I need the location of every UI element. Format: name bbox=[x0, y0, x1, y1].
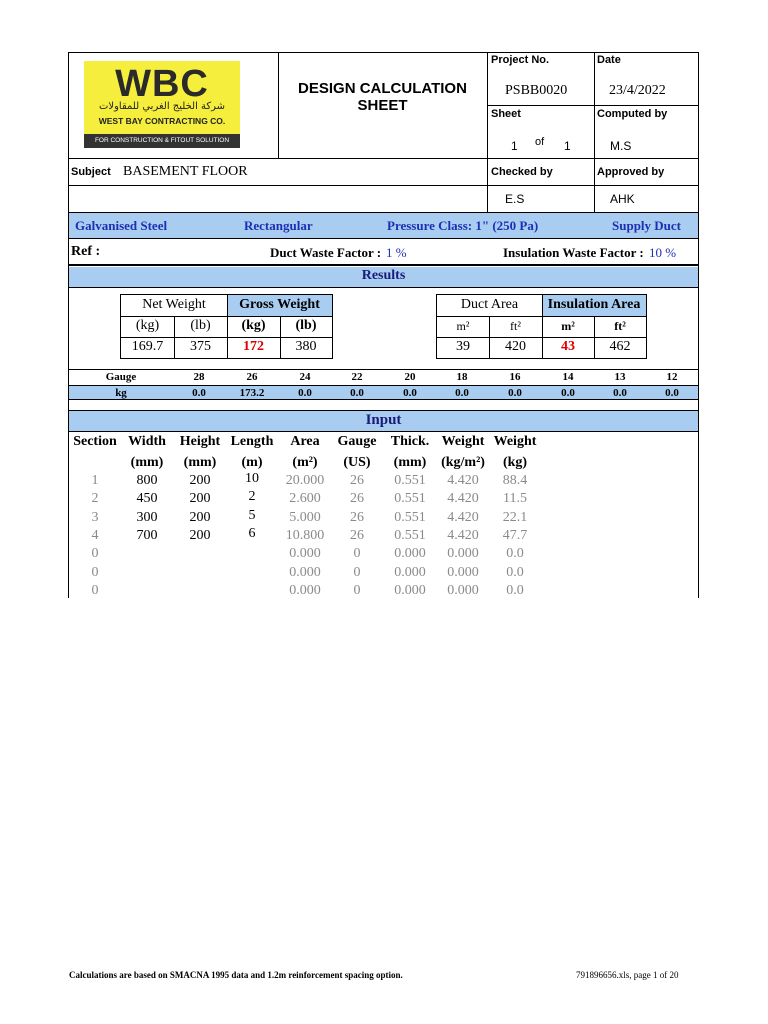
input-data-cell[interactable]: 200 bbox=[189, 473, 211, 488]
gauge-kg-value: 0.0 bbox=[403, 387, 417, 399]
pressure-class: Pressure Class: 1" (250 Pa) bbox=[387, 218, 539, 233]
input-data-cell[interactable]: 0 bbox=[353, 564, 361, 580]
footer-file-info: 791896656.xls, page 1 of 20 bbox=[576, 970, 679, 980]
insulation-area-label: Insulation Area bbox=[547, 297, 641, 312]
net-kg-unit: (kg) bbox=[135, 318, 160, 333]
sheet-title bbox=[278, 80, 487, 114]
checked-by-value: E.S bbox=[505, 192, 525, 206]
input-data-cell[interactable]: 0 bbox=[91, 564, 99, 580]
input-data-cell[interactable]: 450 bbox=[136, 491, 158, 507]
input-data-cell[interactable]: 88.4 bbox=[502, 473, 528, 488]
input-data-cell[interactable]: 20.000 bbox=[285, 473, 325, 488]
gauge-value: 24 bbox=[299, 371, 311, 383]
input-data-cell[interactable]: 2 bbox=[91, 491, 99, 507]
input-unit-cell: (kg) bbox=[502, 455, 528, 470]
project-no-label: Project No. bbox=[491, 54, 550, 66]
gross-weight-kg: 172 bbox=[243, 339, 264, 354]
duct-area-m2: 39 bbox=[456, 339, 470, 354]
input-data-cell[interactable]: 1 bbox=[91, 473, 99, 488]
ins-m2-unit: m² bbox=[561, 319, 575, 333]
input-data-cell[interactable]: 4.420 bbox=[447, 509, 479, 525]
input-data-cell[interactable]: 0.551 bbox=[394, 491, 426, 507]
gauge-kg-value: 0.0 bbox=[613, 387, 627, 399]
gauge-kg-value: 0.0 bbox=[665, 387, 679, 399]
input-unit-cell: (kg/m²) bbox=[441, 455, 485, 470]
input-data-cell[interactable]: 200 bbox=[189, 491, 211, 507]
input-data-cell[interactable]: 0.000 bbox=[447, 582, 479, 598]
computed-by-value: M.S bbox=[610, 139, 632, 153]
duct-waste-label: Duct Waste Factor : bbox=[270, 245, 382, 260]
gross-weight-lb: 380 bbox=[295, 339, 317, 354]
input-data-cell[interactable]: 0.000 bbox=[394, 564, 426, 580]
input-data-cell[interactable]: 5 bbox=[248, 507, 256, 523]
gauge-kg-value: 0.0 bbox=[350, 387, 364, 399]
input-data-cell[interactable]: 26 bbox=[350, 527, 364, 543]
subject-value: BASEMENT FLOOR bbox=[123, 164, 248, 179]
input-data-cell[interactable]: 0.0 bbox=[506, 582, 524, 598]
input-data-cell[interactable]: 200 bbox=[189, 509, 211, 525]
input-data-cell[interactable]: 22.1 bbox=[502, 509, 528, 525]
gauge-kg-value: 0.0 bbox=[298, 387, 312, 399]
input-data-cell[interactable]: 200 bbox=[189, 527, 211, 543]
gauge-kg-value: 0.0 bbox=[192, 387, 206, 399]
duct-type: Supply Duct bbox=[612, 218, 681, 233]
results-title: Results bbox=[361, 268, 406, 283]
gross-kg-unit: (kg) bbox=[241, 318, 266, 333]
gauge-value: 26 bbox=[246, 371, 258, 383]
input-data-cell[interactable]: 0 bbox=[91, 546, 99, 562]
sheet-of: of bbox=[535, 136, 545, 148]
input-title: Input bbox=[365, 412, 402, 428]
input-data-cell[interactable]: 26 bbox=[350, 491, 364, 507]
area-results-box bbox=[436, 294, 647, 359]
logo-tagline: FOR CONSTRUCTION & FITOUT SOLUTION bbox=[84, 134, 240, 148]
duct-m2-unit: m² bbox=[456, 319, 470, 333]
input-data-cell[interactable]: 0.551 bbox=[394, 473, 426, 488]
input-data-cell[interactable]: 0.000 bbox=[289, 564, 321, 580]
logo-arabic-text: شركة الخليج الغربي للمقاولات bbox=[98, 101, 226, 112]
input-data-cell[interactable]: 4 bbox=[91, 527, 99, 543]
input-header-cell: Weight bbox=[441, 434, 485, 449]
input-data-cell[interactable]: 0.000 bbox=[447, 546, 479, 562]
sheet-total: 1 bbox=[564, 139, 571, 153]
input-data-cell[interactable]: 0 bbox=[353, 582, 361, 598]
approved-by-value: AHK bbox=[610, 192, 635, 206]
gauge-value: 12 bbox=[666, 371, 678, 383]
date-value: 23/4/2022 bbox=[609, 83, 666, 98]
gross-weight-label: Gross Weight bbox=[239, 297, 320, 312]
input-data-cell[interactable]: 5.000 bbox=[289, 509, 321, 525]
input-unit-cell: (m²) bbox=[292, 455, 318, 470]
sheet-title-line2: SHEET bbox=[357, 97, 408, 114]
gauge-value: 14 bbox=[562, 371, 574, 383]
gauge-value: 16 bbox=[509, 371, 521, 383]
sheet-label: Sheet bbox=[491, 108, 521, 120]
input-data-cell[interactable]: 26 bbox=[350, 473, 364, 488]
duct-ft2-unit: ft² bbox=[510, 319, 521, 333]
gross-lb-unit: (lb) bbox=[295, 318, 317, 333]
gauge-value: 22 bbox=[351, 371, 363, 383]
input-unit-cell: (mm) bbox=[130, 455, 164, 470]
material-type: Galvanised Steel bbox=[75, 218, 168, 233]
input-data-cell[interactable]: 0.0 bbox=[506, 546, 524, 562]
input-data-cell[interactable]: 2.600 bbox=[289, 491, 321, 507]
input-data-cell[interactable]: 10.800 bbox=[285, 527, 325, 543]
logo-text: WBC bbox=[115, 63, 209, 105]
input-data-cell[interactable]: 4.420 bbox=[447, 491, 479, 507]
sheet-title-line1: DESIGN CALCULATION bbox=[298, 80, 467, 97]
input-data-cell[interactable]: 47.7 bbox=[502, 527, 528, 543]
gauge-value: 20 bbox=[404, 371, 416, 383]
input-data-cell[interactable]: 4.420 bbox=[447, 473, 479, 488]
input-data-cell[interactable]: 700 bbox=[136, 527, 158, 543]
net-weight-lb: 375 bbox=[190, 339, 211, 354]
input-header-cell: Height bbox=[179, 434, 221, 449]
kg-row-label: kg bbox=[115, 387, 127, 399]
input-header-cell: Thick. bbox=[390, 434, 430, 449]
gauge-kg-value: 0.0 bbox=[508, 387, 522, 399]
input-data-cell[interactable]: 6 bbox=[248, 525, 256, 541]
ref-label: Ref : bbox=[71, 244, 101, 259]
gauge-value: 18 bbox=[456, 371, 468, 383]
duct-shape: Rectangular bbox=[244, 218, 313, 233]
input-header-cell: Area bbox=[290, 434, 320, 449]
net-weight-kg: 169.7 bbox=[131, 339, 164, 354]
input-data-cell[interactable]: 0.000 bbox=[447, 564, 479, 580]
input-data-cell[interactable]: 0.000 bbox=[394, 582, 426, 598]
input-data-cell[interactable]: 800 bbox=[136, 473, 158, 488]
duct-area-label: Duct Area bbox=[460, 297, 519, 312]
input-data-cell[interactable]: 26 bbox=[350, 509, 364, 525]
input-data-cell[interactable]: 11.5 bbox=[503, 491, 527, 507]
input-data-cell[interactable]: 10 bbox=[245, 471, 259, 486]
duct-area-ft2: 420 bbox=[505, 339, 526, 354]
gauge-kg-value: 173.2 bbox=[239, 387, 265, 399]
company-logo bbox=[84, 61, 240, 148]
date-label: Date bbox=[597, 54, 621, 66]
input-unit-cell: (mm) bbox=[183, 455, 217, 470]
computed-by-label: Computed by bbox=[597, 108, 668, 120]
net-lb-unit: (lb) bbox=[190, 318, 211, 333]
gauge-row-label: Gauge bbox=[105, 371, 137, 383]
gauge-value: 28 bbox=[193, 371, 205, 383]
input-data-cell[interactable]: 0.000 bbox=[394, 546, 426, 562]
input-data-cell[interactable]: 4.420 bbox=[447, 527, 479, 543]
input-data-cell[interactable]: 2 bbox=[248, 489, 256, 505]
net-weight-label: Net Weight bbox=[142, 297, 206, 312]
insulation-waste-value: 10 % bbox=[649, 245, 677, 260]
insulation-waste-label: Insulation Waste Factor : bbox=[503, 245, 644, 260]
project-no-value: PSBB0020 bbox=[505, 83, 568, 98]
insulation-area-ft2: 462 bbox=[609, 339, 631, 354]
insulation-area-m2: 43 bbox=[561, 339, 575, 354]
input-data-cell[interactable]: 0.0 bbox=[506, 564, 524, 580]
logo-company-name: WEST BAY CONTRACTING CO. bbox=[98, 116, 226, 126]
footer-note: Calculations are based on SMACNA 1995 data and 1.2m reinforcement spacing option. bbox=[69, 970, 403, 980]
input-data-cell[interactable]: 0 bbox=[353, 546, 361, 562]
input-data-cell[interactable]: 0.000 bbox=[289, 546, 321, 562]
input-header-cell: Weight bbox=[493, 434, 537, 449]
input-unit-cell: (mm) bbox=[393, 455, 427, 470]
input-data-cell[interactable]: 3 bbox=[91, 509, 99, 525]
gauge-value: 13 bbox=[614, 371, 626, 383]
input-header-cell: Gauge bbox=[337, 434, 377, 449]
ins-ft2-unit: ft² bbox=[614, 319, 626, 333]
gauge-kg-value: 0.0 bbox=[561, 387, 575, 399]
input-data-cell[interactable]: 0.000 bbox=[289, 582, 321, 598]
checked-by-label: Checked by bbox=[491, 166, 553, 178]
sheet-number: 1 bbox=[511, 139, 518, 153]
input-unit-cell: (US) bbox=[343, 455, 371, 470]
gauge-kg-value: 0.0 bbox=[455, 387, 469, 399]
input-data-cell[interactable]: 300 bbox=[136, 509, 158, 525]
approved-by-label: Approved by bbox=[597, 166, 665, 178]
weight-results-box bbox=[120, 294, 333, 359]
input-unit-cell: (m) bbox=[241, 455, 263, 470]
input-header-cell: Width bbox=[128, 434, 166, 449]
input-data-cell[interactable]: 0 bbox=[91, 582, 99, 598]
duct-waste-value: 1 % bbox=[386, 245, 407, 260]
input-data-cell[interactable]: 0.551 bbox=[394, 509, 426, 525]
input-header-cell: Section bbox=[73, 434, 117, 449]
input-data-cell[interactable]: 0.551 bbox=[394, 527, 426, 543]
subject-label: Subject bbox=[71, 166, 111, 178]
input-header-cell: Length bbox=[230, 434, 274, 449]
